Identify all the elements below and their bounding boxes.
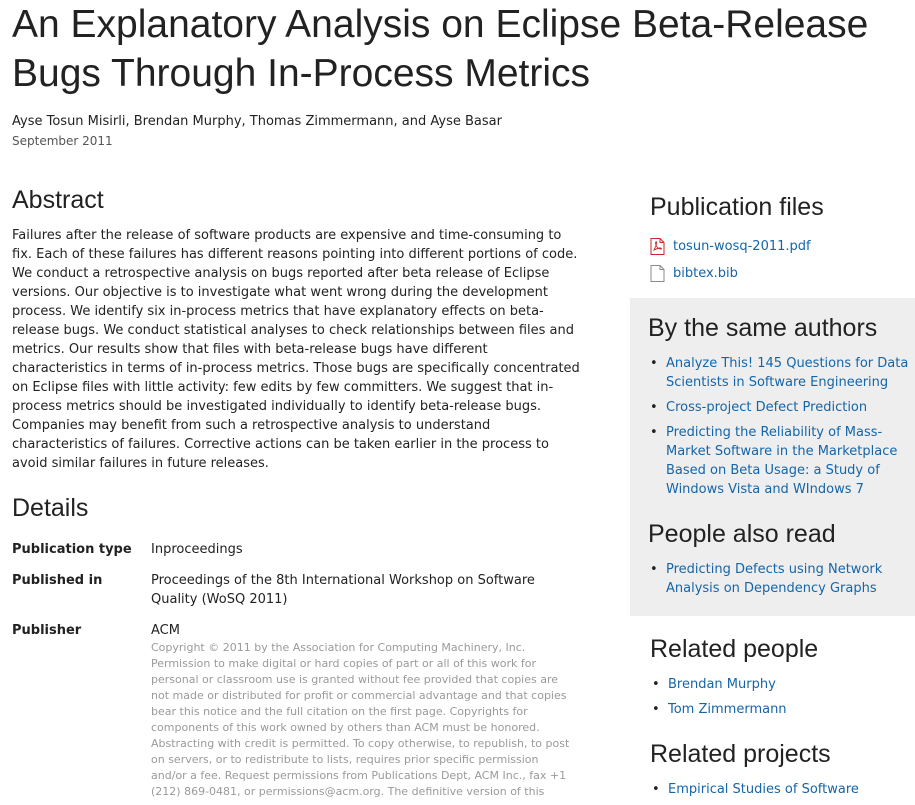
file-item[interactable]	[650, 233, 811, 260]
list-item: • Empirical Studies of Software	[652, 782, 859, 797]
publisher-value: ACM	[151, 623, 180, 638]
list-item: • Brendan Murphy	[652, 677, 776, 692]
related-projects-list	[650, 780, 910, 805]
same-author-paper-link[interactable]: Cross-project Defect Prediction	[666, 400, 868, 415]
related-people-heading: Related people	[650, 635, 819, 663]
same-authors-list	[648, 354, 912, 505]
people-also-read-heading: People also read	[648, 520, 836, 548]
also-read-paper-link[interactable]: Predicting Defects using Network Analysis on Dependency Graphs	[666, 562, 883, 596]
publication-files-heading: Publication files	[650, 193, 824, 221]
publication-date: September 2011	[12, 134, 113, 148]
people-also-read-list	[648, 560, 908, 604]
publication-type-label: Publication type	[12, 542, 132, 557]
list-item: • Predicting the Reliability of Mass-Market Software in the Marketplace Based on Beta Usage: a Study of Windows Vista and WIndows 7	[650, 425, 898, 497]
file-item[interactable]	[650, 260, 811, 287]
pdf-file-link[interactable]: tosun-wosq-2011.pdf	[673, 239, 811, 254]
list-item: • Cross-project Defect Prediction	[650, 400, 868, 415]
related-project-link[interactable]: Empirical Studies of Software	[668, 782, 859, 797]
related-people-list	[650, 675, 910, 725]
related-projects-heading: Related projects	[650, 740, 831, 768]
same-authors-heading: By the same authors	[648, 314, 878, 342]
abstract-heading: Abstract	[12, 186, 104, 214]
published-in-label: Published in	[12, 573, 103, 588]
pdf-file-icon	[650, 238, 665, 255]
publisher-label: Publisher	[12, 623, 82, 638]
details-heading: Details	[12, 494, 89, 522]
list-item: • Analyze This! 145 Questions for Data Scientists in Software Engineering	[650, 356, 909, 390]
text-file-icon	[650, 265, 665, 282]
page-title: An Explanatory Analysis on Eclipse Beta-Release Bugs Through In-Process Metrics	[12, 3, 869, 95]
related-person-link[interactable]: Brendan Murphy	[668, 677, 776, 692]
publication-type-value: Inproceedings	[151, 542, 243, 557]
abstract-text: Failures after the release of software products are expensive and time-consuming to fix. Each of these failures has different reasons pointing into different portions of code. We conduct a retrospective analysis on bugs reported after beta release of Eclipse versions. Our objective is to investigate what went wrong during the development process. We identify six in-process metrics that have explanatory effects on beta-release bugs. We conduct statistical analyses to check relationships between files and metrics. Our results show that files with beta-release bugs have different characteristics in terms of in-process metrics. Those bugs are specifically concentrated on Eclipse files with little activity: few edits by few committers. We suggest that in-process metrics should be investigated individually to identify beta-release bugs. Companies may benefit from such a retrospective analysis to understand characteristics of failures. Corrective actions can be taken earlier in the process to avoid similar failures in future releases.	[12, 228, 580, 471]
same-author-paper-link[interactable]: Analyze This! 145 Questions for Data Scientists in Software Engineering	[666, 356, 909, 390]
list-item: • Tom Zimmermann	[652, 702, 787, 717]
published-in-value: Proceedings of the 8th International Workshop on Software Quality (WoSQ 2011)	[151, 573, 535, 607]
list-item: • Predicting Defects using Network Analysis on Dependency Graphs	[650, 562, 883, 596]
same-author-paper-link[interactable]: Predicting the Reliability of Mass-Market Software in the Marketplace Based on Beta Usage: a Study of Windows Vista and WIndows 7	[666, 425, 898, 497]
publication-files-list	[650, 233, 811, 287]
copyright-notice: Copyright © 2011 by the Association for Computing Machinery, Inc. Permission to make digital or hard copies of part or all of this work for personal or classroom use is granted without fee provided that copies are not made or distributed for profit or commercial advantage and that copies bear this notice and the full citation on the first page. Copyrights for components of this work owned by others than ACM must be honored. Abstracting with credit is permitted. To copy otherwise, to republish, to post on servers, or to redistribute to lists, requires prior specific permission and/or a fee. Request permissions from Publications Dept, ACM Inc., fax +1 (212) 869-0481, or permissions@acm.org. The definitive version of this	[151, 641, 570, 798]
bibtex-file-link[interactable]: bibtex.bib	[673, 266, 738, 281]
related-person-link[interactable]: Tom Zimmermann	[668, 702, 787, 717]
authors: Ayse Tosun Misirli, Brendan Murphy, Thomas Zimmermann, and Ayse Basar	[12, 114, 502, 129]
